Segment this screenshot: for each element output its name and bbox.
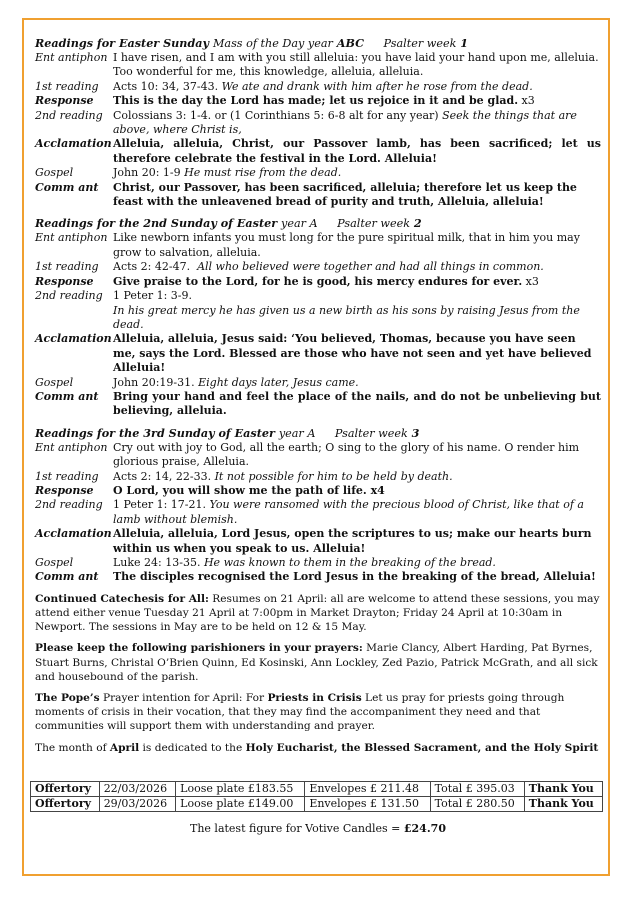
response-row: Response This is the day the Lord has made; let us rejoice in it and be glad. x3 xyxy=(35,94,535,108)
first-reading-row: 1st reading Acts 2: 14, 22-33. It not possible for him to be held by death. xyxy=(35,469,453,483)
table-row: Offertory 22/03/2026 Loose plate £183.55 Envelopes £ 211.48 Total £ 395.03 Thank You xyxy=(31,782,603,797)
second-reading-row: 2nd reading Colossians 3: 1-4. or (1 Corinthians 5: 6-8 alt for any year) Seek the things that are above, where Christ is, xyxy=(35,108,577,137)
first-reading-row: 1st reading Acts 2: 42-47. All who believed were together and had all things in common. xyxy=(35,260,544,274)
easter-sunday-heading: Readings for Easter Sunday Mass of the Day year ABC Psalter week 1 xyxy=(35,36,469,50)
prayers-notice: Please keep the following parishioners in your prayers: Marie Clancy, Albert Harding, Pat Byrnes, Stuart Burns, Christal O’Brien Quinn, Ed Kosinski, Ann Lockley, Zed Pazio, Patrick McGrath, and all sick and housebound of the parish. xyxy=(35,642,598,683)
acclamation-row: Acclamation Alleluia, alleluia, Lord Jesus, open the scriptures to us; make our hearts burn within us when you speak to us. Alleluia! xyxy=(35,527,592,555)
acclamation-row: Acclamation Alleluia, alleluia, Jesus said: ‘You believed, Thomas, because you have seen me, says the Lord. Blessed are those who have not seen and yet have believed Alleluia! xyxy=(35,332,592,375)
newsletter-body xyxy=(35,36,601,755)
second-reading-row: 2nd reading 1 Peter 1: 17-21. You were ransomed with the precious blood of Christ, like that of a lamb without blemish. xyxy=(35,498,584,526)
catechesis-notice: Continued Catechesis for All: Resumes on 21 April: all are welcome to attend these sessions, you may attend either venue Tuesday 21 April at 7:00pm in Market Drayton; Friday 24 April at 10:30am in Newport. The sessions in May are to be held on 12 & 15 May. xyxy=(35,592,600,634)
month-dedication-notice: The month of April is dedicated to the Holy Eucharist, the Blessed Sacrament, and the Holy Spirit xyxy=(35,741,599,754)
ent-antiphon-row: Ent antiphon Like newborn infants you must long for the pure spiritual milk, that in him you may grow to salvation, alleluia. xyxy=(35,231,580,259)
table-row: Offertory 29/03/2026 Loose plate £149.00 Envelopes £ 131.50 Total £ 280.50 Thank You xyxy=(31,797,603,812)
third-sunday-heading: Readings for the 3rd Sunday of Easter year A Psalter week 3 xyxy=(35,425,420,440)
comm-ant-row: Comm ant Bring your hand and feel the place of the nails, and do not be unbelieving but believing, alleluia. xyxy=(35,389,601,418)
gospel-row: Gospel Luke 24: 13-35. He was known to them in the breaking of the bread. xyxy=(35,556,496,569)
second-reading-note-row: In his great mercy he has given us a new birth as his sons by raising Jesus from the dead. xyxy=(113,303,580,331)
ent-antiphon-row: Ent antiphon I have risen, and I am with you still alleluia: you have laid your hand upon me, alleluia. Too wonderful for me, this knowledge, alleluia, alleluia. xyxy=(35,51,599,79)
response-row: Response Give praise to the Lord, for he is good, his mercy endures for ever. x3 xyxy=(35,274,539,288)
second-sunday-heading: Readings for the 2nd Sunday of Easter year A Psalter week 2 xyxy=(35,216,422,231)
votive-candles-note: The latest figure for Votive Candles = £24.70 xyxy=(190,822,446,835)
gospel-row: Gospel John 20: 1-9 He must rise from the dead. xyxy=(35,166,342,180)
ent-antiphon-row: Ent antiphon Cry out with joy to God, all the earth; O sing to the glory of his name. O render him glorious praise, Alleluia. xyxy=(35,440,580,469)
comm-ant-row: Comm ant Christ, our Passover, has been sacrificed, alleluia; therefore let us keep the feast with the unleavened bread of purity and truth, Alleluia, alleluia! xyxy=(35,180,577,209)
pope-intention-notice: The Pope’s Prayer intention for April: For Priests in Crisis Let us pray for priests going through moments of crisis in their vocation, that they may find the accompaniment they need and that communities will support them with understanding and prayer. xyxy=(35,692,565,733)
first-reading-row: 1st reading Acts 10: 34, 37-43. We ate and drank with him after he rose from the dead. xyxy=(35,79,533,93)
second-reading-row: 2nd reading 1 Peter 1: 3-9. xyxy=(35,289,193,303)
acclamation-row: Acclamation Alleluia, alleluia, Christ, our Passover lamb, has been sacrificed; let us therefore celebrate the festival in the Lord. Alleluia! xyxy=(35,137,601,165)
offertory-table xyxy=(30,781,603,812)
gospel-row: Gospel John 20:19-31. Eight days later, Jesus came. xyxy=(35,375,359,389)
response-row: Response O Lord, you will show me the path of life. x4 xyxy=(35,483,385,497)
comm-ant-row: Comm ant The disciples recognised the Lord Jesus in the breaking of the bread, Alleluia! xyxy=(35,570,596,584)
